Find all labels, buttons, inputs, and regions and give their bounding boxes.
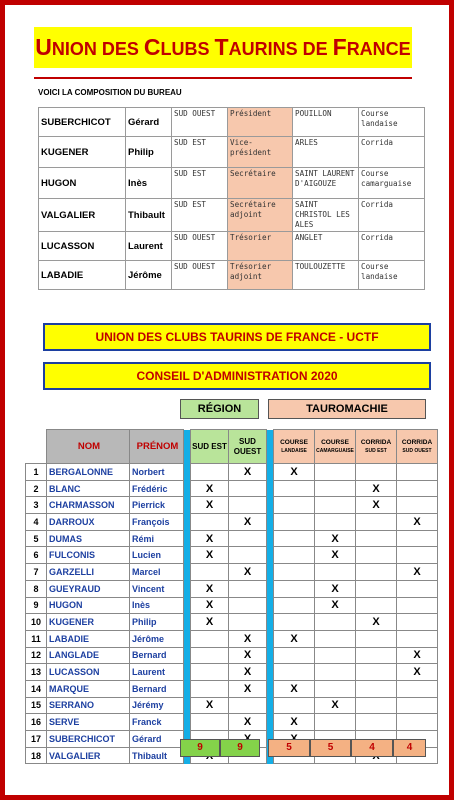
- bureau-prenom-cell: Inès: [126, 168, 172, 199]
- mark-course-camarguaise: [315, 714, 356, 731]
- member-number: 8: [26, 580, 47, 597]
- member-prenom: Pierrick: [130, 497, 184, 514]
- bureau-prenom-cell: Laurent: [126, 232, 172, 261]
- column-separator: [267, 530, 274, 547]
- title-segment: U: [35, 34, 52, 60]
- member-prenom: Jérémy: [130, 697, 184, 714]
- title-segment: C: [143, 34, 161, 60]
- mark-corrida-sud-ouest: [397, 597, 438, 614]
- member-number: 6: [26, 547, 47, 564]
- member-number: 13: [26, 664, 47, 681]
- bureau-tauromachie-cell: Course camarguaise: [359, 168, 425, 199]
- mark-corrida-sud-ouest: [397, 697, 438, 714]
- mark-course-camarguaise: X: [315, 547, 356, 564]
- table-row: [26, 680, 438, 697]
- column-separator: [184, 464, 191, 481]
- table-row: [26, 497, 438, 514]
- bureau-fonction-cell: Trésorier adjoint: [228, 261, 293, 290]
- column-separator: [184, 680, 191, 697]
- mark-sud-est: X: [191, 580, 229, 597]
- mark-course-camarguaise: [315, 480, 356, 497]
- mark-corrida-sud-ouest: X: [397, 664, 438, 681]
- mark-sud-ouest: X: [229, 630, 267, 647]
- mark-course-camarguaise: X: [315, 530, 356, 547]
- title-segment: NION DES: [51, 39, 144, 59]
- title-segment: T: [214, 34, 229, 60]
- mark-course-landaise: [274, 530, 315, 547]
- mark-corrida-sud-est: [356, 530, 397, 547]
- mark-corrida-sud-ouest: [397, 614, 438, 631]
- bureau-nom-cell: HUGON: [39, 168, 126, 199]
- member-number: 18: [26, 747, 47, 764]
- table-row: [26, 480, 438, 497]
- mark-sud-ouest: [229, 614, 267, 631]
- total-sud-ouest: 9: [220, 739, 260, 757]
- bureau-nom-cell: LABADIE: [39, 261, 126, 290]
- column-separator: [267, 614, 274, 631]
- column-separator: [267, 680, 274, 697]
- table-row: [26, 547, 438, 564]
- mark-sud-est: [191, 630, 229, 647]
- bureau-region-cell: SUD OUEST: [172, 232, 228, 261]
- bureau-fonction-cell: Vice-président: [228, 137, 293, 168]
- member-nom: LABADIE: [47, 630, 130, 647]
- bureau-tauromachie-cell: Corrida: [359, 199, 425, 232]
- bureau-nom-cell: LUCASSON: [39, 232, 126, 261]
- mark-sud-ouest: X: [229, 514, 267, 531]
- bureau-fonction-cell: Trésorier: [228, 232, 293, 261]
- member-prenom: Inès: [130, 597, 184, 614]
- member-number: 17: [26, 731, 47, 748]
- mark-sud-est: [191, 680, 229, 697]
- council-table: [25, 429, 438, 764]
- bureau-tauromachie-cell: Corrida: [359, 232, 425, 261]
- member-nom: CHARMASSON: [47, 497, 130, 514]
- bureau-nom-cell: SUBERCHICOT: [39, 108, 126, 137]
- header-sud-ouest: SUD OUEST: [229, 430, 267, 464]
- mark-sud-est: X: [191, 480, 229, 497]
- mark-corrida-sud-est: [356, 664, 397, 681]
- council-header-row: [26, 430, 438, 464]
- bureau-ville-cell: ANGLET: [293, 232, 359, 261]
- column-separator: [267, 497, 274, 514]
- mark-course-landaise: [274, 580, 315, 597]
- header-separator-1: [184, 430, 191, 464]
- mark-corrida-sud-ouest: [397, 464, 438, 481]
- header-separator-2: [267, 430, 274, 464]
- mark-course-landaise: [274, 547, 315, 564]
- member-prenom: François: [130, 514, 184, 531]
- mark-sud-est: X: [191, 530, 229, 547]
- title-segment: RANCE: [346, 39, 411, 59]
- column-separator: [267, 630, 274, 647]
- mark-course-camarguaise: [315, 680, 356, 697]
- mark-course-camarguaise: [315, 630, 356, 647]
- member-nom: SUBERCHICOT: [47, 731, 130, 748]
- member-number: 12: [26, 647, 47, 664]
- mark-course-landaise: [274, 514, 315, 531]
- table-row: [26, 664, 438, 681]
- mark-corrida-sud-est: [356, 580, 397, 597]
- member-nom: FULCONIS: [47, 547, 130, 564]
- mark-corrida-sud-est: [356, 547, 397, 564]
- mark-sud-ouest: [229, 580, 267, 597]
- table-row: [26, 630, 438, 647]
- member-nom: BERGALONNE: [47, 464, 130, 481]
- member-nom: LANGLADE: [47, 647, 130, 664]
- member-nom: BLANC: [47, 480, 130, 497]
- member-prenom: Norbert: [130, 464, 184, 481]
- member-nom: SERRANO: [47, 697, 130, 714]
- member-prenom: Marcel: [130, 564, 184, 581]
- mark-sud-est: X: [191, 614, 229, 631]
- mark-sud-est: [191, 464, 229, 481]
- mark-corrida-sud-est: [356, 697, 397, 714]
- mark-sud-ouest: [229, 530, 267, 547]
- member-number: 14: [26, 680, 47, 697]
- column-separator: [184, 614, 191, 631]
- column-separator: [267, 664, 274, 681]
- mark-corrida-sud-est: [356, 564, 397, 581]
- mark-sud-ouest: X: [229, 680, 267, 697]
- intro-text: VOICI LA COMPOSITION DU BUREAU: [38, 88, 182, 97]
- column-separator: [267, 714, 274, 731]
- column-separator: [184, 664, 191, 681]
- bureau-nom-cell: KUGENER: [39, 137, 126, 168]
- member-nom: MARQUE: [47, 680, 130, 697]
- mark-course-landaise: [274, 480, 315, 497]
- bureau-table: [38, 107, 425, 290]
- bureau-row: [39, 137, 425, 168]
- member-prenom: Rémi: [130, 530, 184, 547]
- mark-corrida-sud-est: [356, 714, 397, 731]
- total-corrida-sud-ouest: 4: [393, 739, 426, 757]
- member-nom: SERVE: [47, 714, 130, 731]
- column-separator: [184, 697, 191, 714]
- mark-corrida-sud-est: [356, 464, 397, 481]
- mark-sud-ouest: [229, 697, 267, 714]
- column-separator: [267, 464, 274, 481]
- title-segment: AURINS DE: [228, 39, 333, 59]
- mark-sud-ouest: X: [229, 564, 267, 581]
- member-prenom: Thibault: [130, 747, 184, 764]
- bureau-ville-cell: POUILLON: [293, 108, 359, 137]
- mark-corrida-sud-est: [356, 630, 397, 647]
- header-corrida-sud-est: CORRIDA SUD EST: [356, 430, 397, 464]
- mark-sud-est: [191, 647, 229, 664]
- mark-course-camarguaise: [315, 647, 356, 664]
- member-nom: DUMAS: [47, 530, 130, 547]
- member-prenom: Bernard: [130, 647, 184, 664]
- mark-course-landaise: [274, 647, 315, 664]
- table-row: [26, 564, 438, 581]
- header-course-camarguaise: COURSE CAMARGUAISE: [315, 430, 356, 464]
- bureau-fonction-cell: Secrétaire adjoint: [228, 199, 293, 232]
- mark-sud-est: X: [191, 547, 229, 564]
- mark-course-landaise: [274, 614, 315, 631]
- total-corrida-sud-est: 4: [351, 739, 393, 757]
- member-number: 11: [26, 630, 47, 647]
- mark-corrida-sud-ouest: [397, 480, 438, 497]
- member-number: 10: [26, 614, 47, 631]
- column-separator: [267, 514, 274, 531]
- member-nom: DARROUX: [47, 514, 130, 531]
- member-prenom: Frédéric: [130, 480, 184, 497]
- member-number: 4: [26, 514, 47, 531]
- member-prenom: Philip: [130, 614, 184, 631]
- member-number: 16: [26, 714, 47, 731]
- column-separator: [184, 647, 191, 664]
- bureau-region-cell: SUD OUEST: [172, 261, 228, 290]
- mark-course-landaise: [274, 564, 315, 581]
- mark-course-camarguaise: [315, 514, 356, 531]
- bureau-prenom-cell: Jérôme: [126, 261, 172, 290]
- mark-corrida-sud-ouest: [397, 530, 438, 547]
- conseil-banner: CONSEIL D'ADMINISTRATION 2020: [43, 362, 431, 390]
- bureau-row: [39, 232, 425, 261]
- header-num-blank: [26, 430, 47, 464]
- column-separator: [184, 564, 191, 581]
- mark-course-landaise: X: [274, 714, 315, 731]
- title-segment: LUBS: [160, 39, 215, 59]
- mark-course-landaise: [274, 697, 315, 714]
- uctf-banner: UNION DES CLUBS TAURINS DE FRANCE - UCTF: [43, 323, 431, 351]
- mark-course-landaise: X: [274, 680, 315, 697]
- column-separator: [267, 480, 274, 497]
- column-separator: [184, 480, 191, 497]
- mark-sud-ouest: [229, 597, 267, 614]
- column-separator: [267, 547, 274, 564]
- bureau-row: [39, 108, 425, 137]
- member-prenom: Bernard: [130, 680, 184, 697]
- bureau-region-cell: SUD EST: [172, 199, 228, 232]
- bureau-prenom-cell: Gérard: [126, 108, 172, 137]
- mark-sud-ouest: X: [229, 647, 267, 664]
- mark-corrida-sud-ouest: [397, 580, 438, 597]
- mark-sud-ouest: X: [229, 664, 267, 681]
- column-separator: [184, 547, 191, 564]
- column-separator: [184, 714, 191, 731]
- mark-corrida-sud-est: X: [356, 497, 397, 514]
- mark-corrida-sud-est: [356, 597, 397, 614]
- mark-sud-ouest: [229, 547, 267, 564]
- bureau-row: [39, 199, 425, 232]
- column-separator: [184, 630, 191, 647]
- document-page: [5, 5, 449, 795]
- bureau-nom-cell: VALGALIER: [39, 199, 126, 232]
- member-prenom: Jérôme: [130, 630, 184, 647]
- header-sud-est: SUD EST: [191, 430, 229, 464]
- mark-corrida-sud-est: X: [356, 480, 397, 497]
- mark-course-landaise: [274, 597, 315, 614]
- header-nom: NOM: [47, 430, 130, 464]
- column-separator: [267, 697, 274, 714]
- column-separator: [267, 580, 274, 597]
- bureau-ville-cell: TOULOUZETTE: [293, 261, 359, 290]
- member-prenom: Lucien: [130, 547, 184, 564]
- header-prenom: PRÉNOM: [130, 430, 184, 464]
- member-prenom: Vincent: [130, 580, 184, 597]
- column-separator: [267, 647, 274, 664]
- mark-sud-ouest: X: [229, 464, 267, 481]
- total-sud-est: 9: [180, 739, 220, 757]
- bureau-row: [39, 261, 425, 290]
- bureau-prenom-cell: Thibault: [126, 199, 172, 232]
- mark-course-landaise: X: [274, 464, 315, 481]
- header-course-landaise: COURSE LANDAISE: [274, 430, 315, 464]
- mark-sud-est: X: [191, 497, 229, 514]
- bureau-tauromachie-cell: Corrida: [359, 137, 425, 168]
- mark-corrida-sud-ouest: [397, 630, 438, 647]
- table-row: [26, 597, 438, 614]
- mark-sud-est: [191, 564, 229, 581]
- main-title: [34, 27, 412, 68]
- mark-course-camarguaise: [315, 464, 356, 481]
- member-number: 7: [26, 564, 47, 581]
- mark-corrida-sud-est: [356, 647, 397, 664]
- bureau-prenom-cell: Philip: [126, 137, 172, 168]
- table-row: [26, 514, 438, 531]
- column-separator: [267, 597, 274, 614]
- mark-corrida-sud-ouest: X: [397, 514, 438, 531]
- member-number: 9: [26, 597, 47, 614]
- member-number: 3: [26, 497, 47, 514]
- member-number: 2: [26, 480, 47, 497]
- member-prenom: Laurent: [130, 664, 184, 681]
- title-segment: F: [332, 34, 347, 60]
- column-separator: [267, 564, 274, 581]
- mark-sud-ouest: [229, 480, 267, 497]
- member-nom: GUEYRAUD: [47, 580, 130, 597]
- member-number: 5: [26, 530, 47, 547]
- header-corrida-sud-ouest: CORRIDA SUD OUEST: [397, 430, 438, 464]
- bureau-tauromachie-cell: Course landaise: [359, 108, 425, 137]
- table-row: [26, 580, 438, 597]
- mark-course-landaise: X: [274, 630, 315, 647]
- bureau-tauromachie-cell: Course landaise: [359, 261, 425, 290]
- mark-sud-ouest: [229, 497, 267, 514]
- mark-course-camarguaise: [315, 614, 356, 631]
- mark-course-landaise: [274, 664, 315, 681]
- mark-sud-est: [191, 664, 229, 681]
- mark-corrida-sud-est: [356, 514, 397, 531]
- mark-course-camarguaise: X: [315, 697, 356, 714]
- total-course-camarguaise: 5: [310, 739, 351, 757]
- table-row: [26, 697, 438, 714]
- mark-corrida-sud-ouest: [397, 547, 438, 564]
- mark-corrida-sud-est: X: [356, 614, 397, 631]
- column-separator: [184, 514, 191, 531]
- member-number: 1: [26, 464, 47, 481]
- member-prenom: Franck: [130, 714, 184, 731]
- bureau-region-cell: SUD EST: [172, 168, 228, 199]
- mark-sud-est: [191, 514, 229, 531]
- mark-corrida-sud-ouest: [397, 497, 438, 514]
- mark-sud-est: X: [191, 597, 229, 614]
- member-prenom: Gérard: [130, 731, 184, 748]
- tauromachie-group-label: TAUROMACHIE: [268, 399, 426, 419]
- bureau-row: [39, 168, 425, 199]
- mark-course-camarguaise: [315, 564, 356, 581]
- member-nom: KUGENER: [47, 614, 130, 631]
- member-nom: GARZELLI: [47, 564, 130, 581]
- total-course-landaise: 5: [268, 739, 310, 757]
- member-nom: HUGON: [47, 597, 130, 614]
- column-separator: [184, 597, 191, 614]
- mark-corrida-sud-ouest: [397, 714, 438, 731]
- region-group-label: RÉGION: [180, 399, 259, 419]
- mark-sud-est: X: [191, 697, 229, 714]
- table-row: [26, 530, 438, 547]
- bureau-ville-cell: SAINT CHRISTOL LES ALES: [293, 199, 359, 232]
- bureau-fonction-cell: Secrétaire: [228, 168, 293, 199]
- mark-corrida-sud-est: [356, 680, 397, 697]
- mark-course-camarguaise: [315, 497, 356, 514]
- mark-course-camarguaise: X: [315, 597, 356, 614]
- column-separator: [184, 497, 191, 514]
- mark-course-camarguaise: [315, 664, 356, 681]
- column-separator: [184, 530, 191, 547]
- mark-sud-ouest: X: [229, 714, 267, 731]
- mark-corrida-sud-ouest: [397, 680, 438, 697]
- member-nom: VALGALIER: [47, 747, 130, 764]
- table-row: [26, 464, 438, 481]
- bureau-region-cell: SUD EST: [172, 137, 228, 168]
- member-nom: LUCASSON: [47, 664, 130, 681]
- member-number: 15: [26, 697, 47, 714]
- bureau-ville-cell: ARLES: [293, 137, 359, 168]
- bureau-fonction-cell: Président: [228, 108, 293, 137]
- mark-corrida-sud-ouest: X: [397, 564, 438, 581]
- mark-sud-est: [191, 714, 229, 731]
- column-separator: [184, 580, 191, 597]
- bureau-ville-cell: SAINT LAURENT D'AIGOUZE: [293, 168, 359, 199]
- title-divider: [34, 77, 412, 79]
- bureau-region-cell: SUD OUEST: [172, 108, 228, 137]
- mark-course-camarguaise: X: [315, 580, 356, 597]
- table-row: [26, 714, 438, 731]
- mark-corrida-sud-ouest: X: [397, 647, 438, 664]
- table-row: [26, 647, 438, 664]
- mark-course-landaise: [274, 497, 315, 514]
- table-row: [26, 614, 438, 631]
